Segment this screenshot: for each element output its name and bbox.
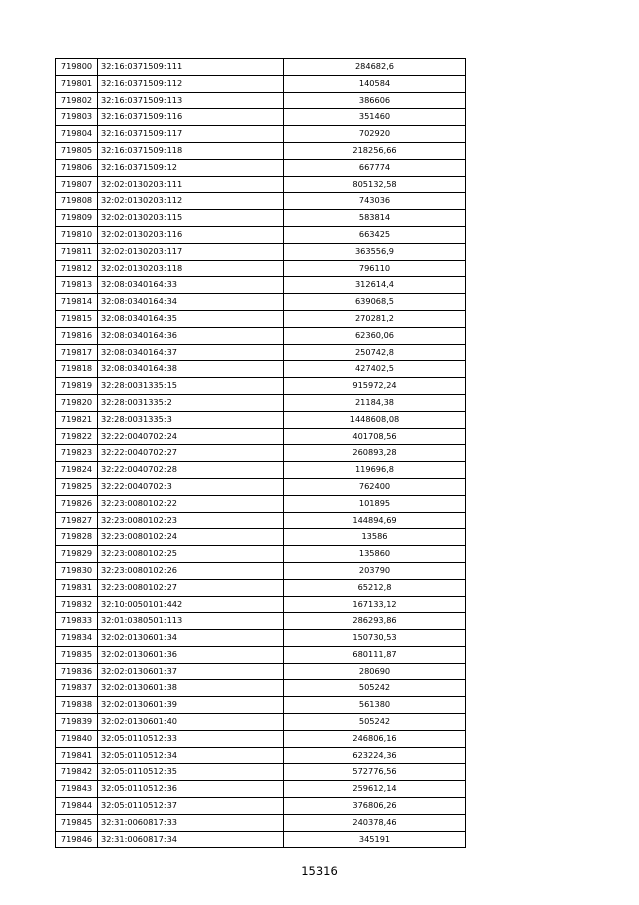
table-row <box>56 193 466 210</box>
cadastral-number-cell: 32:22:0040702:24 <box>98 428 284 445</box>
table-row <box>56 613 466 630</box>
cadastral-number-cell: 32:05:0110512:36 <box>98 781 284 798</box>
table-row <box>56 747 466 764</box>
table-row <box>56 663 466 680</box>
value-cell: 376806,26 <box>284 798 466 815</box>
value-cell: 663425 <box>284 226 466 243</box>
cadastral-number-cell: 32:05:0110512:37 <box>98 798 284 815</box>
cadastral-number-cell: 32:02:0130203:112 <box>98 193 284 210</box>
table-row <box>56 344 466 361</box>
row-id-cell: 719814 <box>56 294 98 311</box>
row-id-cell: 719820 <box>56 394 98 411</box>
value-cell: 386606 <box>284 92 466 109</box>
cadastral-number-cell: 32:23:0080102:23 <box>98 512 284 529</box>
row-id-cell: 719833 <box>56 613 98 630</box>
value-cell: 351460 <box>284 109 466 126</box>
value-cell: 505242 <box>284 714 466 731</box>
table-row <box>56 294 466 311</box>
table-row <box>56 126 466 143</box>
table-row <box>56 159 466 176</box>
value-cell: 345191 <box>284 831 466 848</box>
table-row <box>56 714 466 731</box>
row-id-cell: 719809 <box>56 210 98 227</box>
row-id-cell: 719832 <box>56 596 98 613</box>
value-cell: 401708,56 <box>284 428 466 445</box>
row-id-cell: 719800 <box>56 59 98 76</box>
value-cell: 270281,2 <box>284 310 466 327</box>
cadastral-number-cell: 32:31:0060817:33 <box>98 814 284 831</box>
table-row <box>56 596 466 613</box>
table-row <box>56 142 466 159</box>
cadastral-number-cell: 32:23:0080102:27 <box>98 579 284 596</box>
table-row <box>56 814 466 831</box>
cadastral-number-cell: 32:16:0371509:116 <box>98 109 284 126</box>
cadastral-number-cell: 32:02:0130601:39 <box>98 697 284 714</box>
table-row <box>56 764 466 781</box>
table-row <box>56 462 466 479</box>
data-table <box>55 58 466 848</box>
cadastral-number-cell: 32:02:0130601:34 <box>98 630 284 647</box>
cadastral-number-cell: 32:08:0340164:33 <box>98 277 284 294</box>
value-cell: 240378,46 <box>284 814 466 831</box>
value-cell: 284682,6 <box>284 59 466 76</box>
value-cell: 915972,24 <box>284 378 466 395</box>
cadastral-number-cell: 32:08:0340164:35 <box>98 310 284 327</box>
value-cell: 246806,16 <box>284 730 466 747</box>
value-cell: 505242 <box>284 680 466 697</box>
table-body <box>56 59 466 848</box>
table-row <box>56 697 466 714</box>
value-cell: 260893,28 <box>284 445 466 462</box>
cadastral-number-cell: 32:23:0080102:26 <box>98 562 284 579</box>
row-id-cell: 719842 <box>56 764 98 781</box>
table-row <box>56 646 466 663</box>
cadastral-number-cell: 32:23:0080102:24 <box>98 529 284 546</box>
row-id-cell: 719813 <box>56 277 98 294</box>
value-cell: 286293,86 <box>284 613 466 630</box>
table-row <box>56 378 466 395</box>
table-row <box>56 210 466 227</box>
value-cell: 65212,8 <box>284 579 466 596</box>
cadastral-number-cell: 32:28:0031335:2 <box>98 394 284 411</box>
value-cell: 762400 <box>284 478 466 495</box>
table-row <box>56 109 466 126</box>
value-cell: 796110 <box>284 260 466 277</box>
cadastral-number-cell: 32:28:0031335:3 <box>98 411 284 428</box>
value-cell: 583814 <box>284 210 466 227</box>
value-cell: 680111,87 <box>284 646 466 663</box>
table-row <box>56 75 466 92</box>
table-row <box>56 310 466 327</box>
value-cell: 135860 <box>284 546 466 563</box>
row-id-cell: 719803 <box>56 109 98 126</box>
row-id-cell: 719837 <box>56 680 98 697</box>
table-row <box>56 478 466 495</box>
cadastral-number-cell: 32:16:0371509:12 <box>98 159 284 176</box>
table-row <box>56 562 466 579</box>
table-row <box>56 260 466 277</box>
row-id-cell: 719818 <box>56 361 98 378</box>
row-id-cell: 719841 <box>56 747 98 764</box>
row-id-cell: 719807 <box>56 176 98 193</box>
row-id-cell: 719825 <box>56 478 98 495</box>
value-cell: 119696,8 <box>284 462 466 479</box>
table-row <box>56 495 466 512</box>
row-id-cell: 719808 <box>56 193 98 210</box>
cadastral-number-cell: 32:02:0130203:117 <box>98 243 284 260</box>
value-cell: 144894,69 <box>284 512 466 529</box>
row-id-cell: 719812 <box>56 260 98 277</box>
row-id-cell: 719840 <box>56 730 98 747</box>
row-id-cell: 719830 <box>56 562 98 579</box>
row-id-cell: 719838 <box>56 697 98 714</box>
cadastral-number-cell: 32:16:0371509:117 <box>98 126 284 143</box>
value-cell: 62360,06 <box>284 327 466 344</box>
cadastral-number-cell: 32:22:0040702:28 <box>98 462 284 479</box>
row-id-cell: 719834 <box>56 630 98 647</box>
row-id-cell: 719805 <box>56 142 98 159</box>
value-cell: 150730,53 <box>284 630 466 647</box>
table-row <box>56 630 466 647</box>
cadastral-number-cell: 32:02:0130203:115 <box>98 210 284 227</box>
cadastral-number-cell: 32:02:0130601:40 <box>98 714 284 731</box>
row-id-cell: 719801 <box>56 75 98 92</box>
value-cell: 639068,5 <box>284 294 466 311</box>
row-id-cell: 719802 <box>56 92 98 109</box>
cadastral-number-cell: 32:23:0080102:22 <box>98 495 284 512</box>
value-cell: 363556,9 <box>284 243 466 260</box>
value-cell: 21184,38 <box>284 394 466 411</box>
row-id-cell: 719810 <box>56 226 98 243</box>
value-cell: 623224,36 <box>284 747 466 764</box>
cadastral-number-cell: 32:16:0371509:111 <box>98 59 284 76</box>
cadastral-number-cell: 32:08:0340164:34 <box>98 294 284 311</box>
row-id-cell: 719844 <box>56 798 98 815</box>
value-cell: 743036 <box>284 193 466 210</box>
value-cell: 218256,66 <box>284 142 466 159</box>
row-id-cell: 719821 <box>56 411 98 428</box>
value-cell: 13586 <box>284 529 466 546</box>
value-cell: 1448608,08 <box>284 411 466 428</box>
table-row <box>56 226 466 243</box>
row-id-cell: 719826 <box>56 495 98 512</box>
cadastral-number-cell: 32:02:0130203:116 <box>98 226 284 243</box>
table-row <box>56 277 466 294</box>
row-id-cell: 719839 <box>56 714 98 731</box>
cadastral-number-cell: 32:02:0130601:36 <box>98 646 284 663</box>
row-id-cell: 719829 <box>56 546 98 563</box>
value-cell: 167133,12 <box>284 596 466 613</box>
cadastral-number-cell: 32:08:0340164:36 <box>98 327 284 344</box>
value-cell: 805132,58 <box>284 176 466 193</box>
table-row <box>56 394 466 411</box>
table-row <box>56 781 466 798</box>
cadastral-number-cell: 32:05:0110512:33 <box>98 730 284 747</box>
row-id-cell: 719846 <box>56 831 98 848</box>
row-id-cell: 719806 <box>56 159 98 176</box>
table-row <box>56 243 466 260</box>
table-row <box>56 59 466 76</box>
cadastral-number-cell: 32:16:0371509:113 <box>98 92 284 109</box>
table-row <box>56 546 466 563</box>
table-row <box>56 176 466 193</box>
row-id-cell: 719811 <box>56 243 98 260</box>
row-id-cell: 719819 <box>56 378 98 395</box>
row-id-cell: 719817 <box>56 344 98 361</box>
table-row <box>56 831 466 848</box>
cadastral-number-cell: 32:22:0040702:3 <box>98 478 284 495</box>
row-id-cell: 719828 <box>56 529 98 546</box>
row-id-cell: 719815 <box>56 310 98 327</box>
table-row <box>56 730 466 747</box>
table-row <box>56 411 466 428</box>
value-cell: 572776,56 <box>284 764 466 781</box>
value-cell: 101895 <box>284 495 466 512</box>
table-row <box>56 327 466 344</box>
cadastral-number-cell: 32:16:0371509:112 <box>98 75 284 92</box>
cadastral-number-cell: 32:31:0060817:34 <box>98 831 284 848</box>
cadastral-number-cell: 32:05:0110512:35 <box>98 764 284 781</box>
value-cell: 140584 <box>284 75 466 92</box>
row-id-cell: 719843 <box>56 781 98 798</box>
row-id-cell: 719836 <box>56 663 98 680</box>
cadastral-number-cell: 32:22:0040702:27 <box>98 445 284 462</box>
cadastral-number-cell: 32:02:0130601:38 <box>98 680 284 697</box>
cadastral-number-cell: 32:02:0130203:118 <box>98 260 284 277</box>
cadastral-number-cell: 32:01:0380501:113 <box>98 613 284 630</box>
row-id-cell: 719823 <box>56 445 98 462</box>
table-row <box>56 445 466 462</box>
value-cell: 702920 <box>284 126 466 143</box>
cadastral-number-cell: 32:28:0031335:15 <box>98 378 284 395</box>
row-id-cell: 719827 <box>56 512 98 529</box>
cadastral-number-cell: 32:10:0050101:442 <box>98 596 284 613</box>
value-cell: 280690 <box>284 663 466 680</box>
cadastral-number-cell: 32:05:0110512:34 <box>98 747 284 764</box>
value-cell: 667774 <box>284 159 466 176</box>
table-row <box>56 92 466 109</box>
row-id-cell: 719835 <box>56 646 98 663</box>
cadastral-number-cell: 32:08:0340164:38 <box>98 361 284 378</box>
value-cell: 427402,5 <box>284 361 466 378</box>
row-id-cell: 719831 <box>56 579 98 596</box>
table-row <box>56 798 466 815</box>
row-id-cell: 719804 <box>56 126 98 143</box>
table-row <box>56 361 466 378</box>
row-id-cell: 719845 <box>56 814 98 831</box>
table-row <box>56 529 466 546</box>
cadastral-number-cell: 32:16:0371509:118 <box>98 142 284 159</box>
table-row <box>56 579 466 596</box>
value-cell: 259612,14 <box>284 781 466 798</box>
table-row <box>56 428 466 445</box>
value-cell: 250742,8 <box>284 344 466 361</box>
row-id-cell: 719822 <box>56 428 98 445</box>
row-id-cell: 719816 <box>56 327 98 344</box>
cadastral-number-cell: 32:08:0340164:37 <box>98 344 284 361</box>
table-row <box>56 680 466 697</box>
cadastral-number-cell: 32:23:0080102:25 <box>98 546 284 563</box>
cadastral-number-cell: 32:02:0130601:37 <box>98 663 284 680</box>
page-number: 15316 <box>301 864 338 878</box>
cadastral-number-cell: 32:02:0130203:111 <box>98 176 284 193</box>
value-cell: 312614,4 <box>284 277 466 294</box>
table-row <box>56 512 466 529</box>
value-cell: 203790 <box>284 562 466 579</box>
row-id-cell: 719824 <box>56 462 98 479</box>
value-cell: 561380 <box>284 697 466 714</box>
